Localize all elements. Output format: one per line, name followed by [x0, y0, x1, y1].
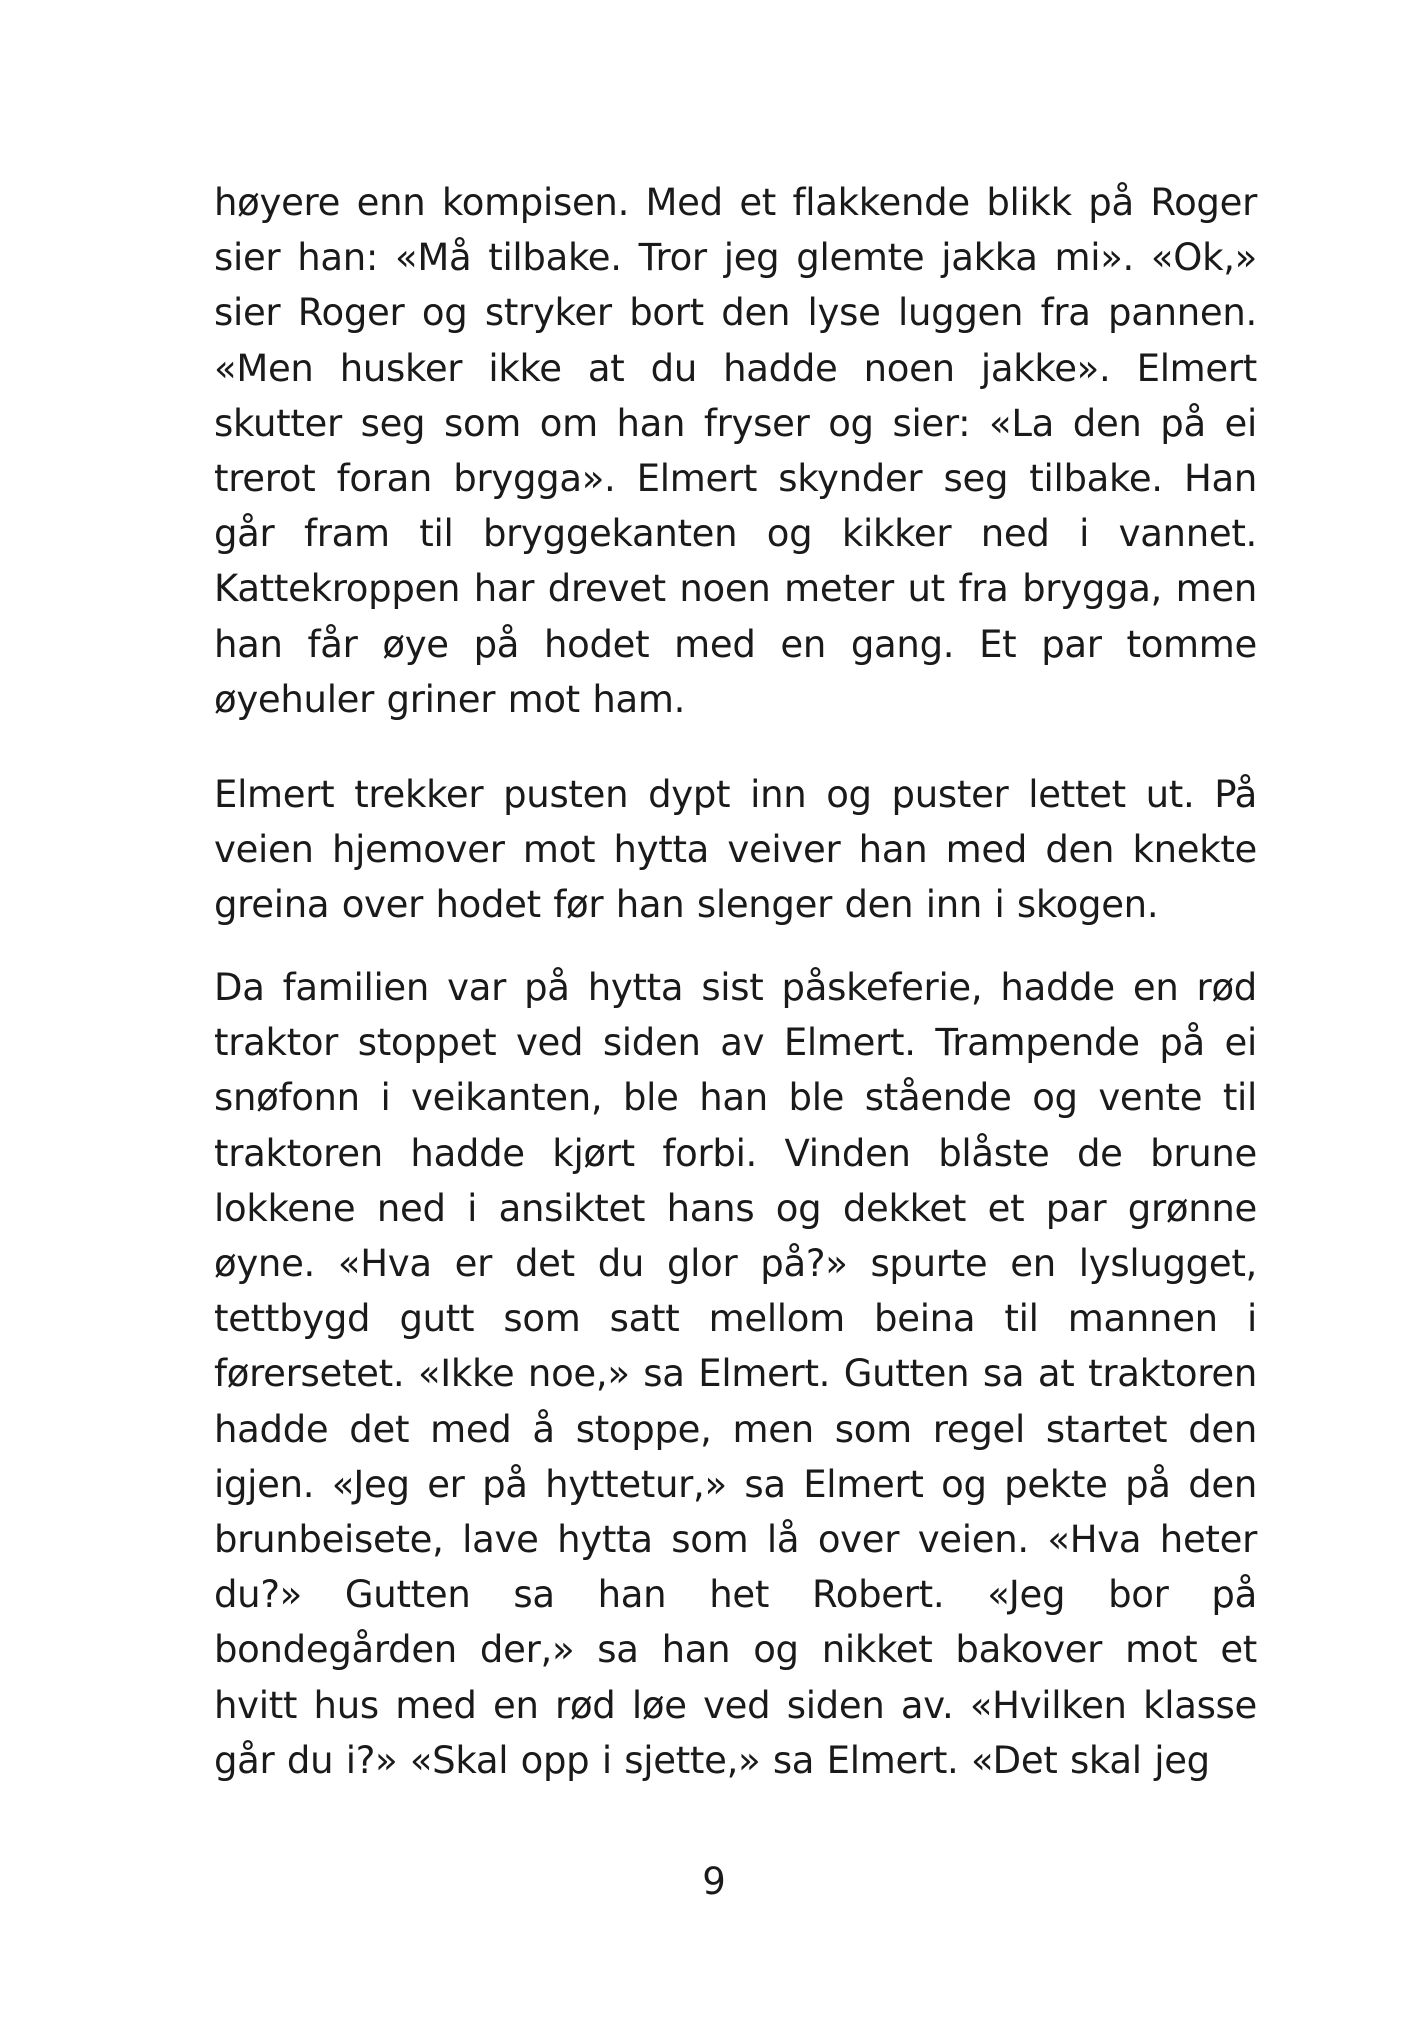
page-number: 9	[702, 1860, 726, 1903]
body-paragraph: Da familien var på hytta sist påskeferie, hadde en rød traktor stoppet ved siden av Elmert. Trampende på ei snøfonn i veikanten, ble han ble stående og vente til traktoren hadde kjørt forbi. Vinden blåste de brune lokkene ned i ansiktet hans og dekket et par grønne øyne. «Hva er det du glor på?» spurte en lyslugget, tettbygd gutt som satt mellom beina til mannen i førersetet. «Ikke noe,» sa Elmert. Gutten sa at traktoren hadde det med å stoppe, men som regel startet den igjen. «Jeg er på hyttetur,» sa Elmert og pekte på den brunbeisete, lave hytta som lå over veien. «Hva heter du?» Gutten sa han het Robert. «Jeg bor på bondegården der,» sa han og nikket bakover mot et hvitt hus med en rød løe ved siden av. «Hvilken klasse går du i?» «Skal opp i sjette,» sa Elmert. «Det skal jeg	[214, 966, 1257, 1782]
body-paragraph: høyere enn kompisen. Med et flakkende blikk på Roger sier han: «Må tilbake. Tror jeg glemte jakka mi». «Ok,» sier Roger og stryker bort den lyse luggen fra pannen. «Men husker ikke at du hadde noen jakke». Elmert skutter seg som om han fryser og sier: «La den på ei trerot foran brygga». Elmert skynder seg tilbake. Han går fram til bryggekanten og kikker ned i vannet. Kattekroppen har drevet noen meter ut fra brygga, men han får øye på hodet med en gang. Et par tomme øyehuler griner mot ham.	[214, 181, 1257, 721]
body-paragraph: Elmert trekker pusten dypt inn og puster lettet ut. På veien hjemover mot hytta veiver han med den knekte greina over hodet før han slenger den inn i skogen.	[214, 773, 1257, 927]
